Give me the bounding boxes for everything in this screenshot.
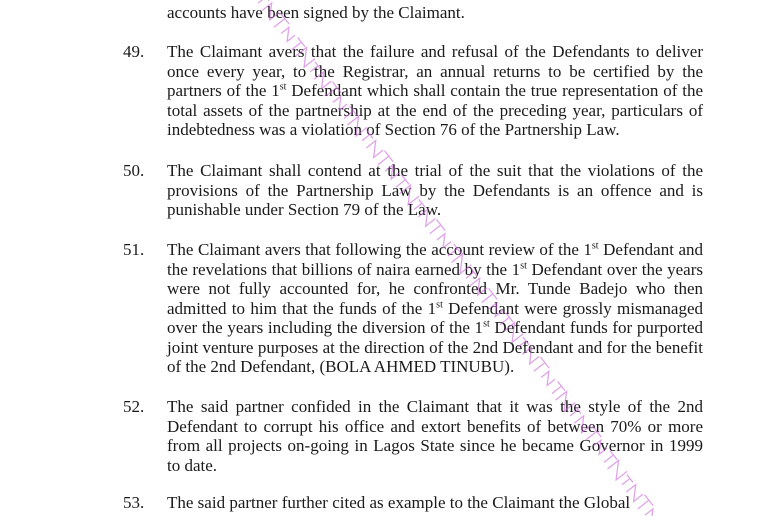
watermark-mark: [426, 220, 446, 240]
paragraph-text: The said partner confided in the Claimant that it was the style of the 2nd Defendant to corrupt his office and extort benefits of between 70% or more from all projects on-going in Lagos State since he became Governor in 1999 to date.: [167, 397, 703, 475]
continued-text-line: accounts have been signed by the Claimant.: [167, 3, 465, 22]
watermark-mark: [619, 475, 633, 489]
watermark-mark: [281, 27, 295, 41]
paragraph-text: The Claimant avers that the failure and refusal of the Defendants to deliver once every year, to the Registrar, an annual returns to be certified by the partners of the 1st Defendant which shall contain the true representation of the total assets of the partnership at the end of the preceding year, particulars of indebtedness was a violation of Section 76 of the Partnership Law.: [167, 42, 704, 139]
paragraph-number: 50.: [123, 161, 145, 180]
watermark-mark: [366, 141, 383, 158]
paragraph-text: The Claimant shall contend at the trial of the suit that the violations of the provisions of the Partnership Law by the Defendants is an offence and is punishable under Section 79 of the Law.: [167, 161, 703, 219]
paragraph-number: 49.: [123, 42, 145, 61]
paragraph-number: 53.: [123, 493, 145, 512]
paragraph-number: 52.: [123, 397, 145, 416]
paragraph-number: 51.: [123, 240, 145, 259]
paragraph-text: The said partner further cited as example to the Claimant the Global: [167, 493, 631, 512]
paragraph-text: The Claimant avers that following the account review of the 1st Defendant and the revelations that billions of naira earned by the 1st Defendant over the years were not fully accounted for, he confronted Mr. Tunde Badejo who then admitted to him that the funds of the 1st Defendant were grossly mismanaged over the years including the diversion of the 1st Defendant funds for purported joint venture purposes at the direction of the 2nd Defendant and for the benefit of the 2nd Defendant, (BOLA AHMED TINUBU).: [167, 240, 703, 376]
watermark-mark: [548, 381, 565, 398]
